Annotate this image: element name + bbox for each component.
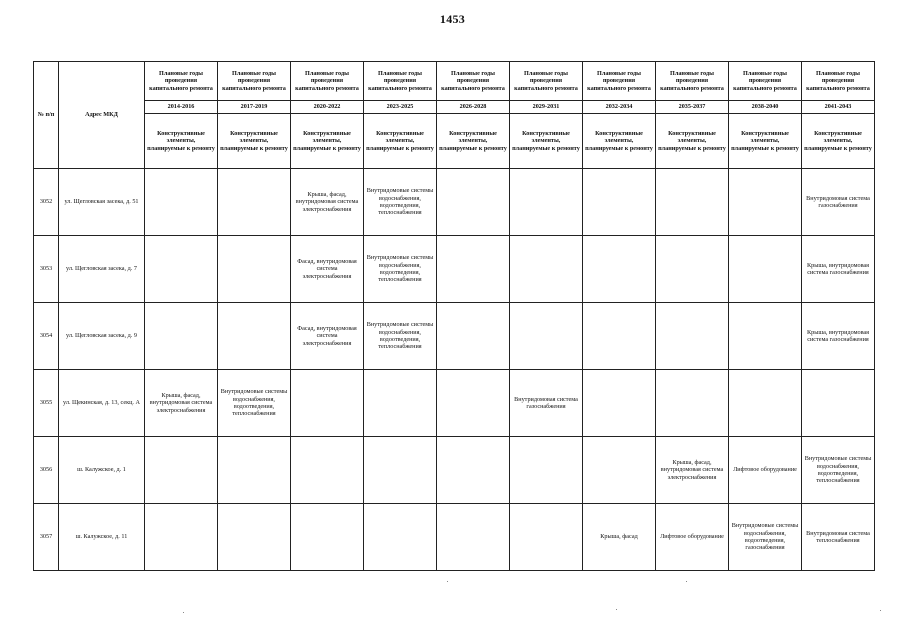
row-address: ш. Калужское, д. 1: [59, 437, 145, 504]
work-cell: Внутридомовые системы водоснабжения, водоотведения, теплоснабжения: [364, 236, 437, 303]
row-address: ул. Щегловская засека, д. 9: [59, 303, 145, 370]
work-cell: [291, 437, 364, 504]
work-cell: Внутридомовые системы водоснабжения, водоотведения, газоснабжения: [729, 504, 802, 571]
work-cell: [802, 370, 875, 437]
header-period-title: Плановые годы проведения капитального ремонта: [291, 62, 364, 101]
work-cell: [510, 303, 583, 370]
table-header: [34, 62, 875, 169]
header-period-title: Плановые годы проведения капитального ремонта: [437, 62, 510, 101]
header-row-years: [34, 101, 875, 114]
header-num: № п/п: [34, 62, 59, 169]
work-cell: [291, 504, 364, 571]
header-row-elements: [34, 114, 875, 169]
work-cell: [729, 370, 802, 437]
scan-speck: [183, 612, 184, 613]
work-cell: [145, 504, 218, 571]
row-number: 3057: [34, 504, 59, 571]
work-cell: [218, 303, 291, 370]
work-cell: [437, 437, 510, 504]
table-row: [34, 504, 875, 571]
work-cell: Крыша, внутридомовая система газоснабжения: [802, 236, 875, 303]
header-period-elements: Конструктивные элементы, планируемые к ремонту: [802, 114, 875, 169]
header-period-elements: Конструктивные элементы, планируемые к ремонту: [437, 114, 510, 169]
work-cell: [364, 504, 437, 571]
work-cell: Внутридомовая система теплоснабжения: [802, 504, 875, 571]
work-cell: Внутридомовые системы водоснабжения, водоотведения, теплоснабжения: [218, 370, 291, 437]
header-period-title: Плановые годы проведения капитального ремонта: [218, 62, 291, 101]
row-number: 3054: [34, 303, 59, 370]
work-cell: Лифтовое оборудование: [656, 504, 729, 571]
scan-speck: [447, 581, 448, 582]
header-row-periods: [34, 62, 875, 101]
table-row: [34, 169, 875, 236]
work-cell: Фасад, внутридомовая система электроснабжения: [291, 303, 364, 370]
header-period-title: Плановые годы проведения капитального ремонта: [583, 62, 656, 101]
work-cell: [583, 370, 656, 437]
work-cell: [218, 504, 291, 571]
work-cell: [656, 236, 729, 303]
work-cell: [729, 169, 802, 236]
header-period-title: Плановые годы проведения капитального ремонта: [364, 62, 437, 101]
row-address: ул. Щегловская засека, д. 51: [59, 169, 145, 236]
row-number: 3053: [34, 236, 59, 303]
work-cell: Крыша, фасад, внутридомовая система электроснабжения: [656, 437, 729, 504]
row-number: 3052: [34, 169, 59, 236]
header-period-elements: Конструктивные элементы, планируемые к ремонту: [656, 114, 729, 169]
work-cell: Крыша, фасад, внутридомовая система электроснабжения: [291, 169, 364, 236]
table-row: [34, 437, 875, 504]
work-cell: Крыша, фасад, внутридомовая система электроснабжения: [145, 370, 218, 437]
table-row: [34, 236, 875, 303]
work-cell: [437, 504, 510, 571]
work-cell: [218, 437, 291, 504]
header-period-title: Плановые годы проведения капитального ремонта: [656, 62, 729, 101]
header-period-title: Плановые годы проведения капитального ремонта: [510, 62, 583, 101]
header-period-years: 2014-2016: [145, 101, 218, 114]
header-period-elements: Конструктивные элементы, планируемые к ремонту: [510, 114, 583, 169]
work-cell: [510, 504, 583, 571]
work-cell: [583, 169, 656, 236]
work-cell: Лифтовое оборудование: [729, 437, 802, 504]
work-cell: [218, 169, 291, 236]
work-cell: Внутридомовые системы водоснабжения, водоотведения, теплоснабжения: [802, 437, 875, 504]
header-period-years: 2035-2037: [656, 101, 729, 114]
work-cell: [145, 236, 218, 303]
scan-speck: [880, 610, 881, 611]
table-row: [34, 303, 875, 370]
header-period-title: Плановые годы проведения капитального ремонта: [802, 62, 875, 101]
row-number: 3055: [34, 370, 59, 437]
scan-speck: [616, 609, 617, 610]
work-cell: Внутридомовая система газоснабжения: [802, 169, 875, 236]
header-period-years: 2038-2040: [729, 101, 802, 114]
header-period-years: 2023-2025: [364, 101, 437, 114]
work-cell: [145, 303, 218, 370]
header-period-elements: Конструктивные элементы, планируемые к ремонту: [364, 114, 437, 169]
header-period-years: 2032-2034: [583, 101, 656, 114]
work-cell: [729, 303, 802, 370]
header-period-years: 2041-2043: [802, 101, 875, 114]
work-cell: [656, 169, 729, 236]
header-period-elements: Конструктивные элементы, планируемые к ремонту: [291, 114, 364, 169]
work-cell: [145, 169, 218, 236]
work-cell: [510, 437, 583, 504]
work-cell: [437, 303, 510, 370]
row-address: ш. Калужское, д. 11: [59, 504, 145, 571]
scan-speck: [686, 581, 687, 582]
work-cell: [437, 236, 510, 303]
work-cell: [656, 303, 729, 370]
work-cell: [437, 169, 510, 236]
header-period-elements: Конструктивные элементы, планируемые к ремонту: [218, 114, 291, 169]
work-cell: [583, 303, 656, 370]
work-cell: [510, 236, 583, 303]
work-cell: Фасад, внутридомовая система электроснабжения: [291, 236, 364, 303]
work-cell: [583, 437, 656, 504]
page-number: 1453: [439, 12, 466, 26]
work-cell: [364, 370, 437, 437]
work-cell: [583, 236, 656, 303]
header-period-title: Плановые годы проведения капитального ремонта: [729, 62, 802, 101]
work-cell: [729, 236, 802, 303]
work-cell: Крыша, внутридомовая система газоснабжения: [802, 303, 875, 370]
header-period-years: 2017-2019: [218, 101, 291, 114]
header-period-title: Плановые годы проведения капитального ремонта: [145, 62, 218, 101]
work-cell: Крыша, фасад: [583, 504, 656, 571]
work-cell: [656, 370, 729, 437]
header-address: Адрес МКД: [59, 62, 145, 169]
work-cell: [364, 437, 437, 504]
work-cell: Внутридомовые системы водоснабжения, водоотведения, теплоснабжения: [364, 303, 437, 370]
header-period-elements: Конструктивные элементы, планируемые к ремонту: [583, 114, 656, 169]
capital-repair-table: [33, 61, 875, 571]
work-cell: [437, 370, 510, 437]
work-cell: Внутридомовая система газоснабжения: [510, 370, 583, 437]
work-cell: Внутридомовые системы водоснабжения, водоотведения, теплоснабжения: [364, 169, 437, 236]
table-body: [34, 169, 875, 571]
table-row: [34, 370, 875, 437]
row-number: 3056: [34, 437, 59, 504]
row-address: ул. Щегловская засека, д. 7: [59, 236, 145, 303]
header-period-years: 2029-2031: [510, 101, 583, 114]
header-period-elements: Конструктивные элементы, планируемые к ремонту: [145, 114, 218, 169]
work-cell: [510, 169, 583, 236]
header-period-elements: Конструктивные элементы, планируемые к ремонту: [729, 114, 802, 169]
header-period-years: 2020-2022: [291, 101, 364, 114]
work-cell: [218, 236, 291, 303]
row-address: ул. Щекинская, д. 13, секц. А: [59, 370, 145, 437]
header-period-years: 2026-2028: [437, 101, 510, 114]
work-cell: [291, 370, 364, 437]
work-cell: [145, 437, 218, 504]
